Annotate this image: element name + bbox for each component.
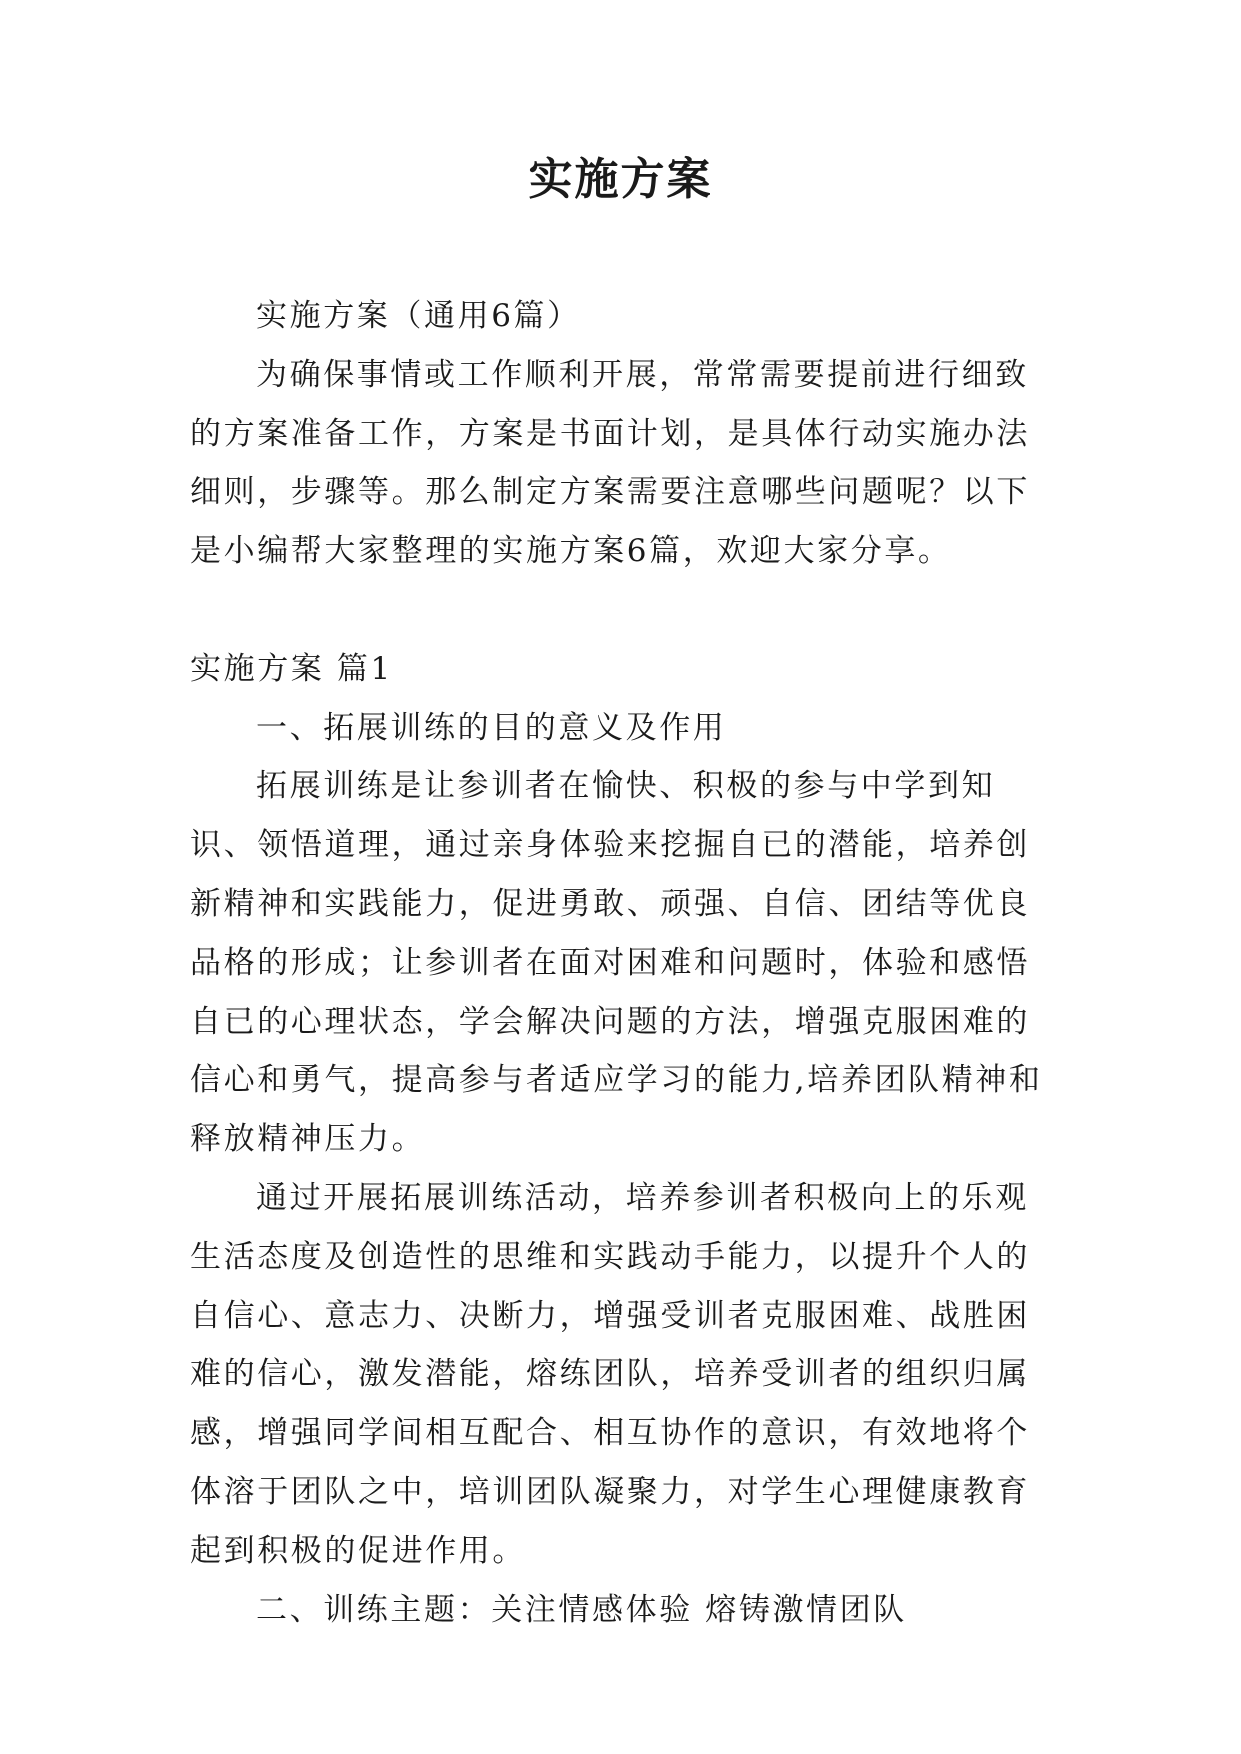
section-heading: 实施方案 篇1	[190, 650, 393, 687]
heading-2: 二、训练主题：关注情感体验 熔铸激情团队	[256, 1591, 907, 1628]
document-subtitle: 实施方案（通用6篇）	[256, 298, 581, 334]
paragraph-2: 通过开展拓展训练活动，培养参训者积极向上的乐观生活态度及创造性的思维和实践动手能力，以提升个人的自信心、意志力、决断力，增强受训者克服困难、战胜困难的信心，激发潜能，熔练团队，培养受训者的组织归属感，增强同学间相互配合、相互协作的意识，有效地将个体溶于团队之中，培训团队凝聚力，对学生心理健康教育起到积极的促进作用。	[190, 1179, 1030, 1569]
document-body	[190, 287, 1052, 1639]
heading-1: 一、拓展训练的目的意义及作用	[256, 709, 727, 746]
intro-paragraph: 为确保事情或工作顺利开展，常常需要提前进行细致的方案准备工作，方案是书面计划，是具体行动实施办法细则，步骤等。那么制定方案需要注意哪些问题呢？以下是小编帮大家整理的实施方案6篇，欢迎大家分享。	[190, 356, 1030, 570]
paragraph-1: 拓展训练是让参训者在愉快、积极的参与中学到知识、领悟道理，通过亲身体验来挖掘自已的潜能，培养创新精神和实践能力，促进勇敢、顽强、自信、团结等优良品格的形成；让参训者在面对困难和问题时，体验和感悟自已的心理状态，学会解决问题的方法，增强克服困难的信心和勇气，提高参与者适应学习的能力,培养团队精神和释放精神压力。	[190, 768, 1043, 1158]
document-title: 实施方案	[528, 154, 713, 205]
blank-line	[190, 581, 1052, 640]
